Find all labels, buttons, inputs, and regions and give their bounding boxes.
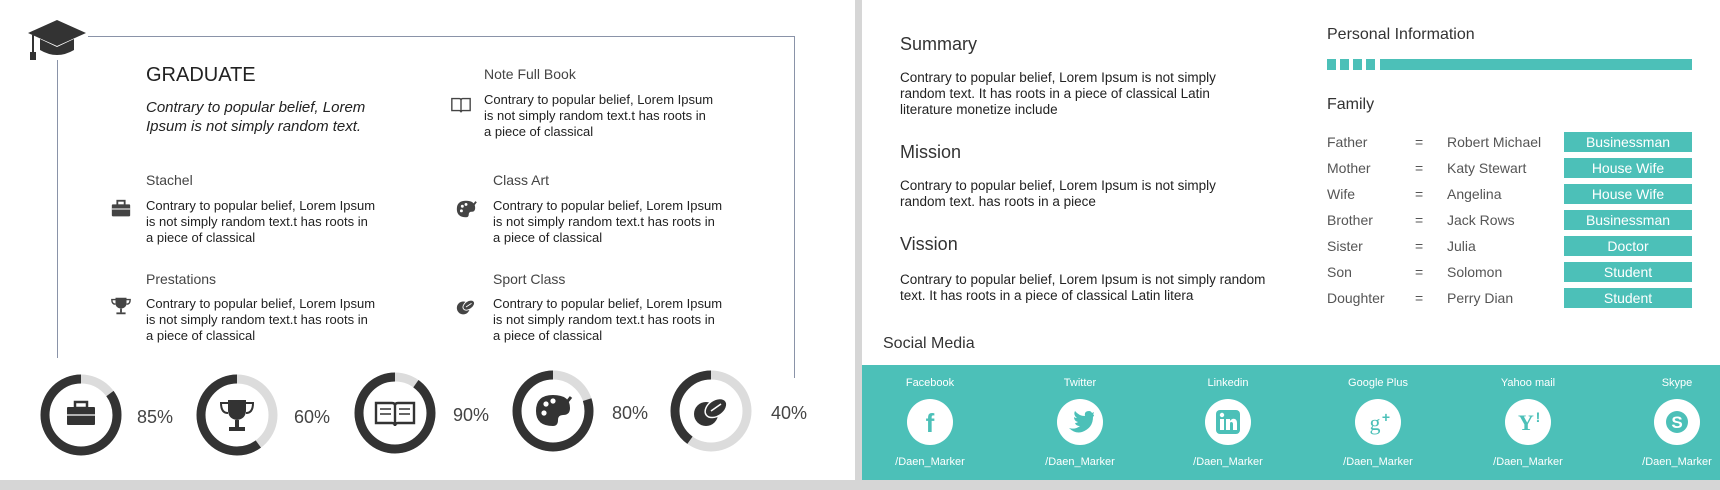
social-icon-circle[interactable]: [907, 399, 953, 445]
family-name: Robert Michael: [1447, 134, 1542, 150]
social-skype[interactable]: [1612, 365, 1720, 480]
social-google-plus[interactable]: [1313, 365, 1443, 480]
item-title-class-art: Class Art: [493, 172, 550, 188]
social-label: Linkedin: [1207, 377, 1249, 389]
briefcase-icon: [110, 198, 132, 220]
social-handle[interactable]: /Daen_Marker: [1193, 456, 1263, 468]
graduate-slide: [0, 0, 855, 480]
family-equals: =: [1415, 160, 1424, 176]
trophy-icon: [110, 295, 132, 317]
family-title: Family: [1327, 96, 1375, 113]
social-icon-circle[interactable]: [1505, 399, 1551, 445]
svg-text:g: g: [1369, 410, 1381, 435]
book-icon: [376, 403, 414, 426]
summary-title: Summary: [900, 34, 978, 54]
item-text-note-full-book: Contrary to popular belief, Lorem Ipsum is not simply random text.t has roots in a piece of classical: [484, 92, 714, 139]
social-icon-circle[interactable]: [1355, 399, 1401, 445]
item-title-note-full-book: Note Full Book: [484, 66, 576, 82]
family-role-badge: Student: [1564, 288, 1692, 308]
social-facebook[interactable]: [865, 365, 995, 480]
family-role-badge: House Wife: [1564, 158, 1692, 178]
family-relation: Mother: [1327, 160, 1371, 176]
sport-ball-icon: [455, 296, 477, 318]
sport-ball-icon: [694, 395, 730, 426]
svg-text:+: +: [1381, 409, 1391, 425]
social-twitter[interactable]: [1015, 365, 1145, 480]
skill-donut-trophy: [195, 373, 279, 457]
family-relation: Son: [1327, 264, 1352, 280]
graduate-heading: GRADUATE: [146, 64, 256, 86]
skill-percent-sport: 40%: [771, 403, 808, 423]
frame-right-line: [794, 36, 795, 378]
profile-slide: [862, 0, 1720, 480]
family-role-badge: Businessman: [1564, 210, 1692, 230]
family-equals: =: [1415, 238, 1424, 254]
item-text-stachel: Contrary to popular belief, Lorem Ipsum is not simply random text.t has roots in a piece of classical: [146, 198, 376, 245]
family-name: Angelina: [1447, 186, 1502, 202]
item-text-class-art: Contrary to popular belief, Lorem Ipsum is not simply random text.t has roots in a piece of classical: [493, 198, 723, 245]
family-name: Jack Rows: [1447, 212, 1515, 228]
family-relation: Wife: [1327, 186, 1355, 202]
skill-percent-trophy: 60%: [294, 407, 331, 427]
item-text-sport-class: Contrary to popular belief, Lorem Ipsum is not simply random text.t has roots in a piece of classical: [493, 296, 723, 343]
social-label: Yahoo mail: [1500, 377, 1556, 389]
family-equals: =: [1415, 264, 1424, 280]
social-handle[interactable]: /Daen_Marker: [1045, 456, 1115, 468]
family-relation: Doughter: [1327, 290, 1385, 306]
summary-text: Contrary to popular belief, Lorem Ipsum is not simply random text. It has roots in a piece of classical Latin literature monetize include: [900, 70, 1216, 117]
social-handle[interactable]: /Daen_Marker: [895, 456, 965, 468]
item-title-prestations: Prestations: [146, 271, 217, 287]
vission-text: Contrary to popular belief, Lorem Ipsum is not simply random text. It has roots in a piece of classical Latin litera: [900, 272, 1266, 303]
social-label: Google Plus: [1348, 377, 1408, 389]
skill-donut-palette: [511, 369, 595, 453]
skill-percent-briefcase: 85%: [137, 407, 174, 427]
family-name: Julia: [1447, 238, 1476, 254]
family-equals: =: [1415, 186, 1424, 202]
frame-left-line: [57, 60, 58, 358]
family-equals: =: [1415, 212, 1424, 228]
graduate-tagline: Contrary to popular belief, Lorem Ipsum is not simply random text.: [146, 99, 366, 135]
personal-info-title: Personal Information: [1327, 26, 1475, 43]
frame-top-line: [88, 36, 794, 37]
vission-title: Vission: [900, 234, 958, 254]
svg-text:!: !: [1535, 409, 1541, 425]
skill-donut-book: [353, 371, 437, 455]
palette-icon: [455, 198, 477, 220]
palette-icon: [536, 395, 571, 426]
mission-text: Contrary to popular belief, Lorem Ipsum is not simply random text. has roots in a piece: [900, 178, 1216, 209]
social-icon-circle[interactable]: [1654, 399, 1700, 445]
family-name: Katy Stewart: [1447, 160, 1527, 176]
trophy-icon: [221, 400, 253, 431]
family-relation: Father: [1327, 134, 1368, 150]
family-role-badge: Doctor: [1564, 236, 1692, 256]
google-plus-icon: [1364, 408, 1392, 436]
svg-text:f: f: [925, 408, 935, 436]
family-name: Perry Dian: [1447, 290, 1514, 306]
social-label: Skype: [1661, 377, 1693, 389]
yahoo-mail-icon: [1514, 408, 1542, 436]
skill-donut-sport-ball: [669, 369, 753, 453]
family-role-badge: House Wife: [1564, 184, 1692, 204]
family-equals: =: [1415, 134, 1424, 150]
graduation-cap-icon: [28, 20, 86, 64]
skill-donut-briefcase: [39, 373, 123, 457]
svg-text:Y: Y: [1518, 410, 1534, 435]
family-relation: Brother: [1327, 212, 1373, 228]
social-handle[interactable]: /Daen_Marker: [1343, 456, 1413, 468]
social-icon-circle[interactable]: [1205, 399, 1251, 445]
social-linkedin[interactable]: [1163, 365, 1293, 480]
linkedin-icon: [1214, 408, 1242, 436]
facebook-icon: [916, 408, 944, 436]
family-relation: Sister: [1327, 238, 1363, 254]
social-label: Twitter: [1063, 377, 1097, 389]
social-media-title: Social Media: [883, 335, 975, 352]
family-role-badge: Businessman: [1564, 132, 1692, 152]
family-name: Solomon: [1447, 264, 1503, 280]
social-yahoo-mail[interactable]: [1463, 365, 1593, 480]
social-handle[interactable]: /Daen_Marker: [1642, 456, 1712, 468]
skill-percent-book: 90%: [453, 405, 490, 425]
social-media-band: [862, 365, 1720, 480]
family-role-badge: Student: [1564, 262, 1692, 282]
svg-text:S: S: [1671, 413, 1683, 432]
item-title-sport-class: Sport Class: [493, 271, 566, 287]
social-label: Facebook: [905, 377, 955, 389]
item-title-stachel: Stachel: [146, 172, 193, 188]
mission-title: Mission: [900, 142, 962, 162]
social-handle[interactable]: /Daen_Marker: [1493, 456, 1563, 468]
twitter-icon: [1066, 408, 1094, 436]
skype-icon: [1663, 408, 1691, 436]
briefcase-icon: [67, 402, 95, 425]
social-icon-circle[interactable]: [1057, 399, 1103, 445]
item-text-prestations: Contrary to popular belief, Lorem Ipsum is not simply random text.t has roots in a piece of classical: [146, 296, 376, 343]
book-icon: [450, 94, 472, 116]
skill-percent-palette: 80%: [612, 403, 649, 423]
family-equals: =: [1415, 290, 1424, 306]
